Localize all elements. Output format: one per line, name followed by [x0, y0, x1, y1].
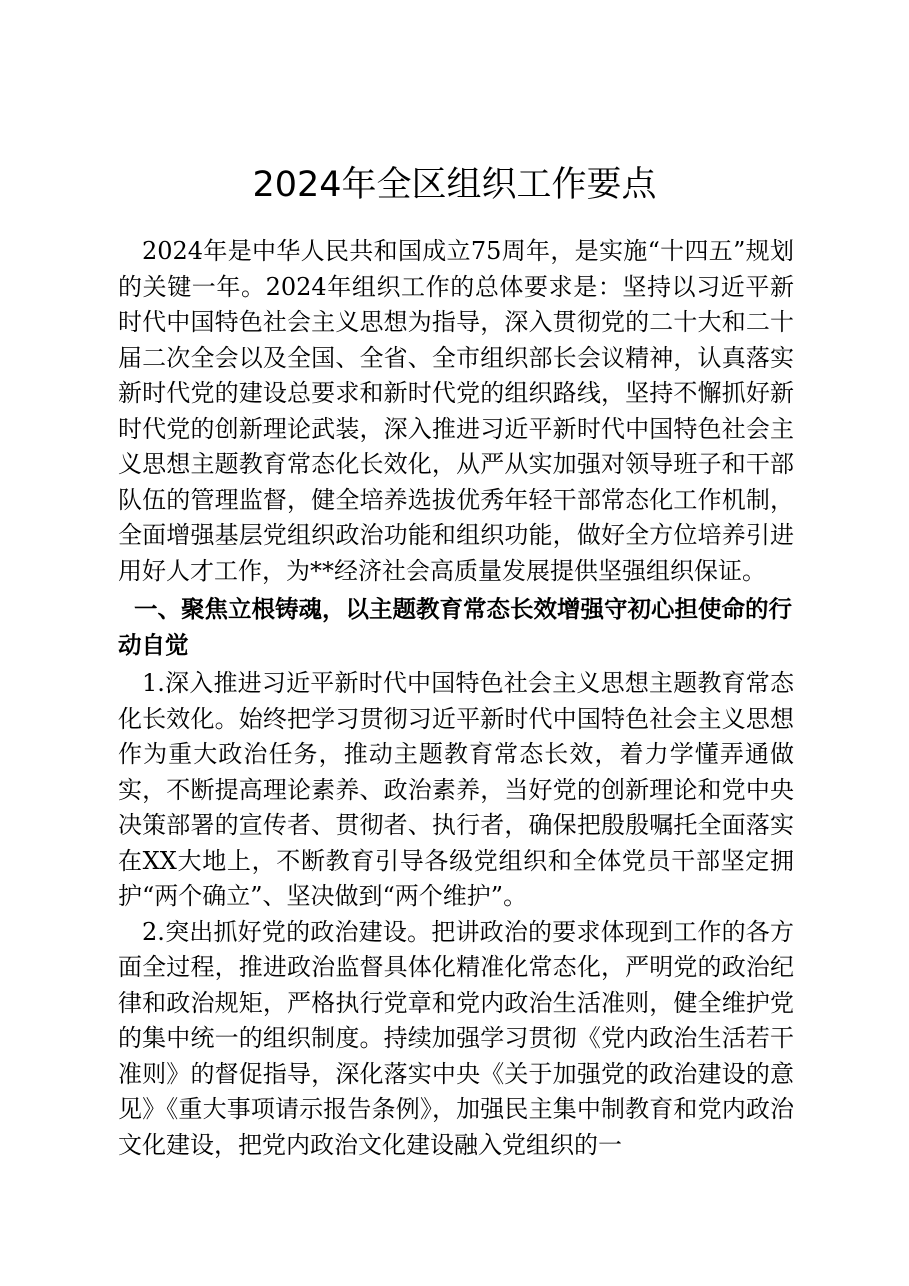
intro-paragraph: 2024年是中华人民共和国成立75周年，是实施“十四五”规划的关键一年。2024年组织工作的总体要求是：坚持以习近平新时代中国特色社会主义思想为指导，深入贯彻党的二十大和二十届二次全会以及全国、全省、全市组织部长会议精神，认真落实新时代党的建设总要求和新时代党的组织路线，坚持不懈抓好新时代党的创新理论武装，深入推进习近平新时代中国特色社会主义思想主题教育常态化长效化，从严从实加强对领导班子和干部队伍的管理监督，健全培养选拔优秀年轻干部常态化工作机制，全面增强基层党组织政治功能和组织功能，做好全方位培养引进用好人才工作，为**经济社会高质量发展提供坚强组织保证。 — [118, 237, 794, 585]
list-item: 2.突出抓好党的政治建设。把讲政治的要求体现到工作的各方面全过程，推进政治监督具体化精准化常态化，严明党的政治纪律和政治规矩，严格执行党章和党内政治生活准则，健全维护党的集中统一的组织制度。持续加强学习贯彻《党内政治生活若干准则》的督促指导，深化落实中央《关于加强党的政治建设的意见》《重大事项请示报告条例》，加强民主集中制教育和党内政治文化建设，把党内政治文化建设融入党组织的一 — [118, 917, 794, 1159]
list-item: 1.深入推进习近平新时代中国特色社会主义思想主题教育常态化长效化。始终把学习贯彻习近平新时代中国特色社会主义思想作为重大政治任务，推动主题教育常态长效，着力学懂弄通做实，不断提高理论素养、政治素养，当好党的创新理论和党中央决策部署的宣传者、贯彻者、执行者，确保把殷殷嘱托全面落实在XX大地上，不断教育引导各级党组织和全体党员干部坚定拥护“两个确立”、坚决做到“两个维护”。 — [118, 669, 794, 910]
document-title: 2024年全区组织工作要点 — [252, 165, 657, 205]
document-body — [118, 234, 794, 1163]
section-heading: 一、聚焦立根铸魂，以主题教育常态长效增强守初心担使命的行动自觉 — [118, 595, 792, 659]
